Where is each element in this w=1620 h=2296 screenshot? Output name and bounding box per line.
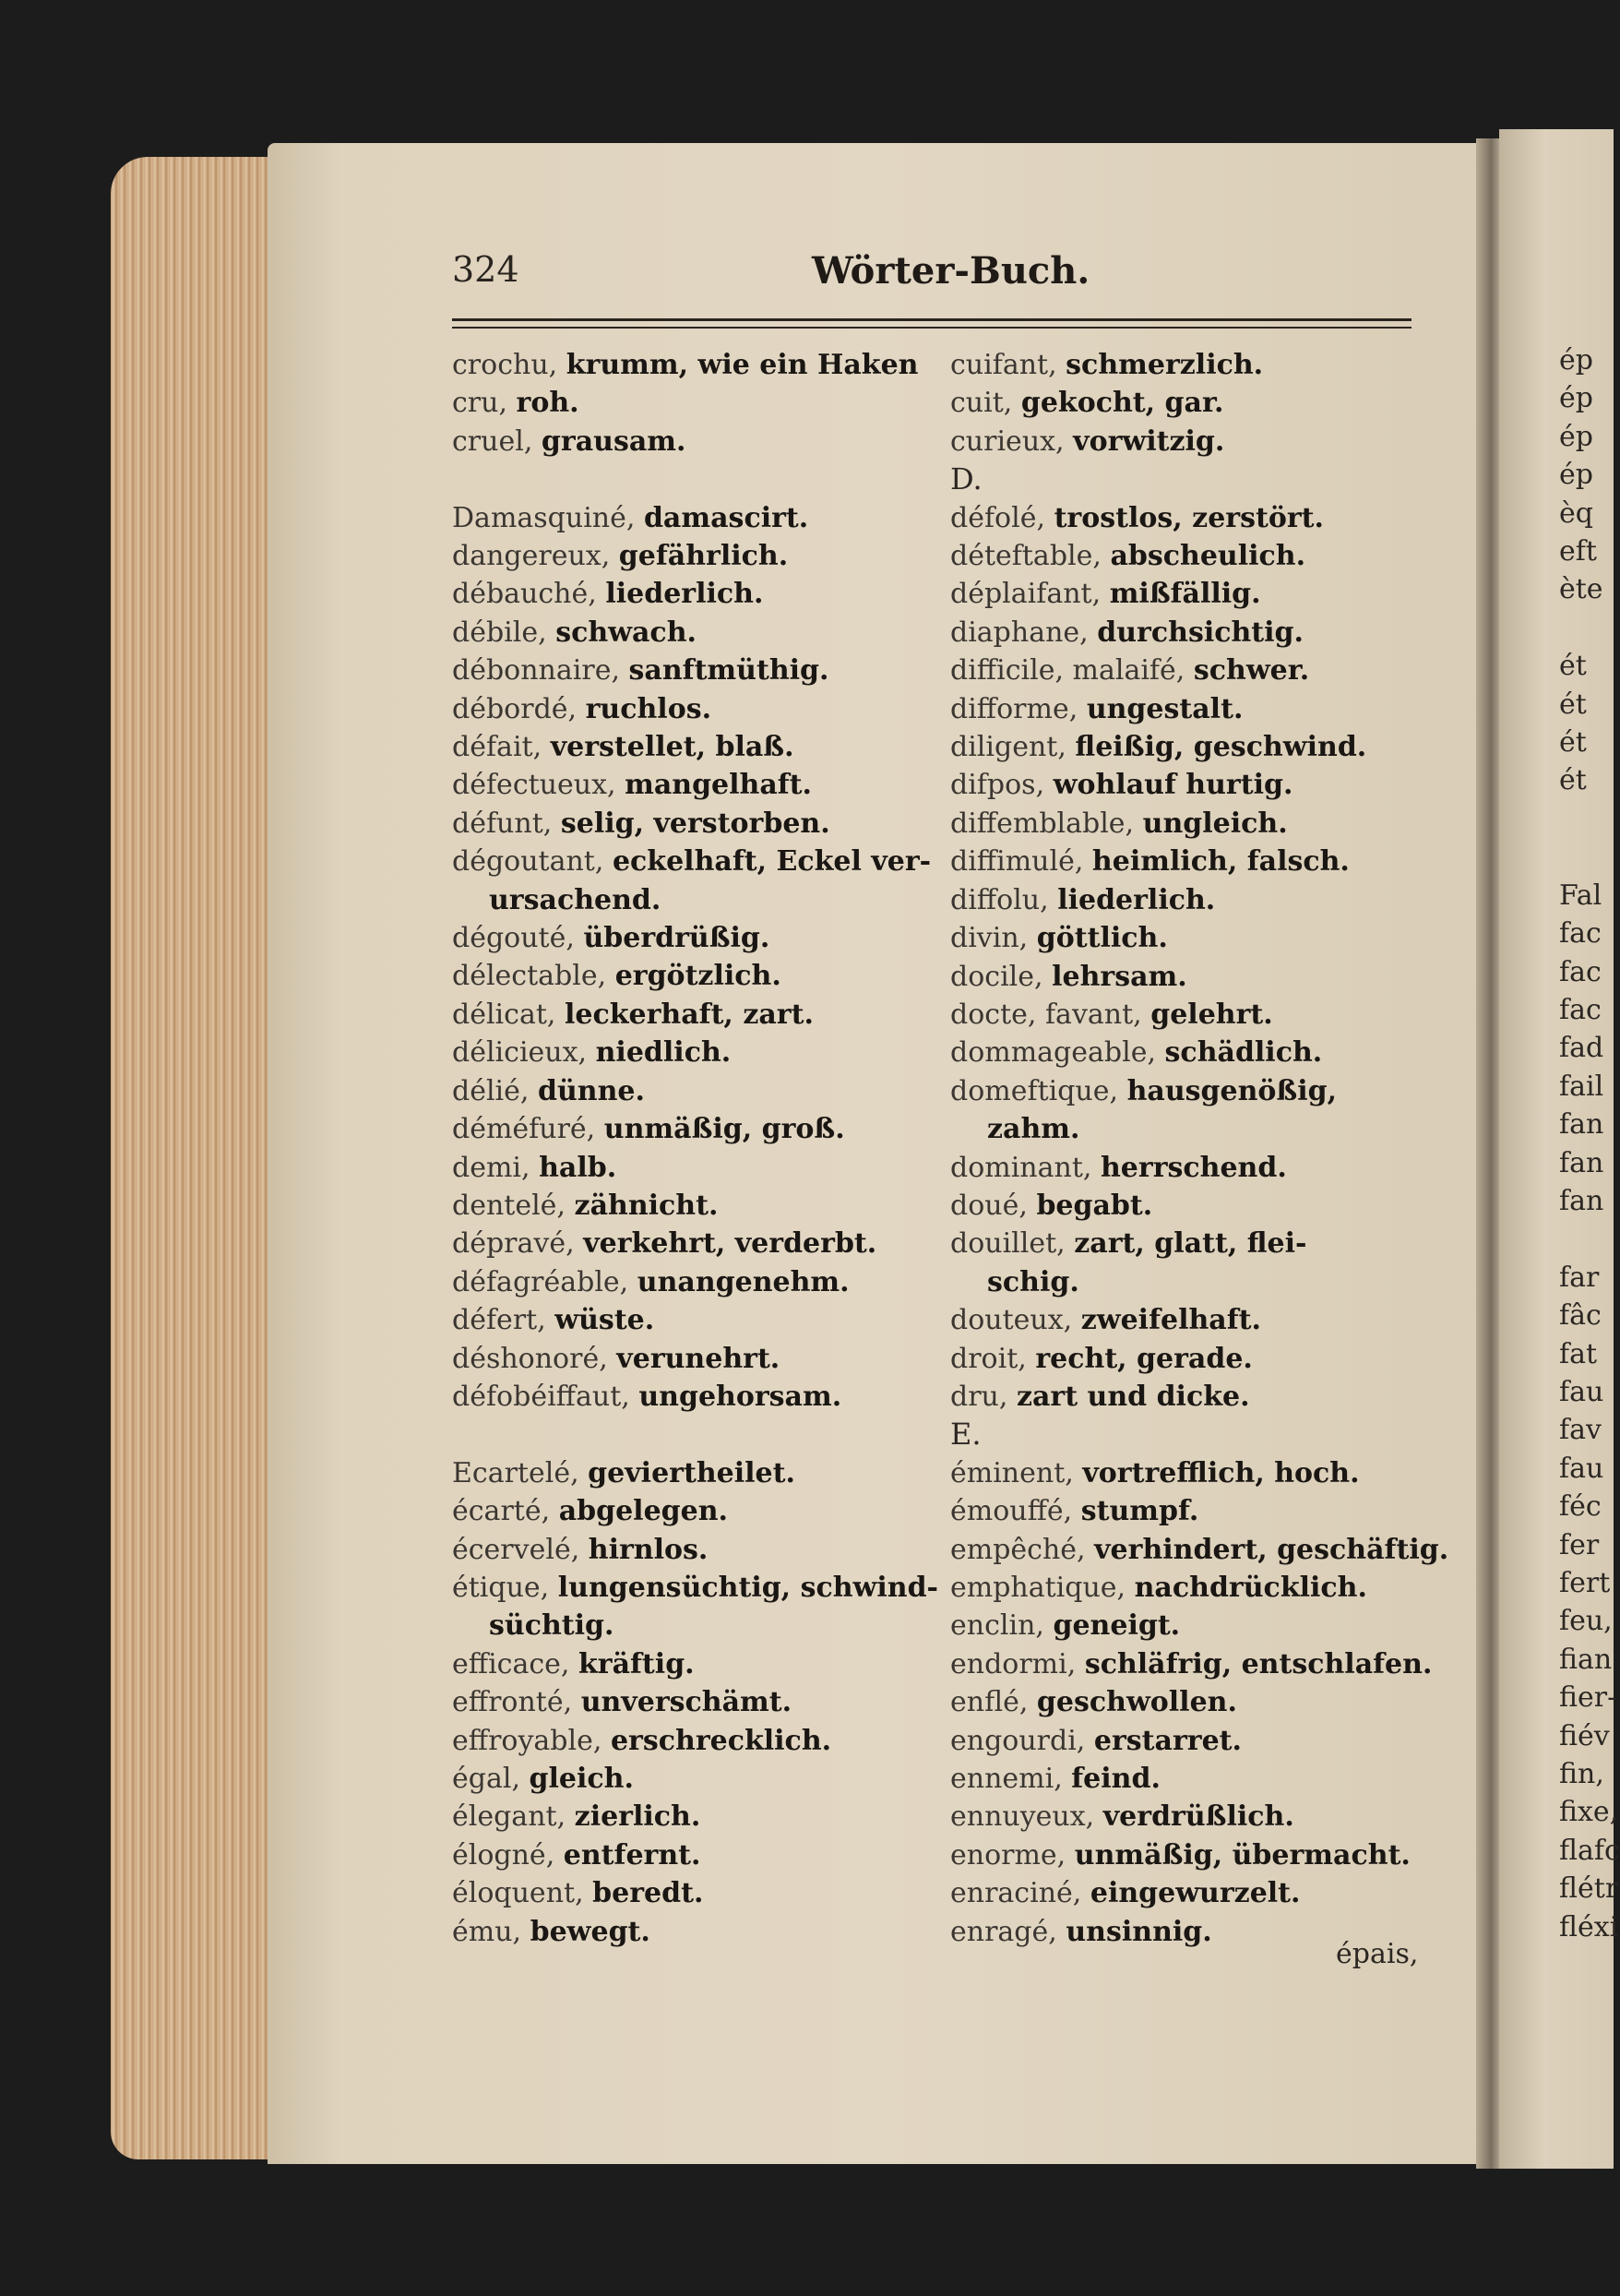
dictionary-entry [950,346,1430,384]
dictionary-entry [452,499,932,537]
german-translation: unangenehm. [637,1265,850,1298]
german-translation: verkehrt, verderbt. [583,1227,877,1261]
dictionary-entry [452,1913,932,1951]
french-headword: dentelé, [452,1189,566,1222]
german-translation: grausam. [541,425,686,458]
german-translation: zart, glatt, flei- [1074,1227,1307,1261]
page-number: 324 [452,249,519,290]
dictionary-entry [950,805,1430,843]
next-page-fragment: ète [1559,573,1603,606]
dictionary-entry [452,423,932,460]
french-headword: emphatique, [950,1572,1126,1604]
dictionary-entry [950,1836,1430,1874]
german-translation: geschwollen. [1036,1686,1237,1719]
german-translation: ursachend. [489,883,661,916]
french-headword: effroyable, [452,1724,602,1757]
dictionary-entry [950,1760,1430,1798]
german-translation: roh. [516,387,579,420]
dictionary-entry [452,575,932,613]
german-translation: abscheulich. [1110,540,1306,573]
dictionary-entry [950,1798,1430,1836]
french-headword: enragé, [950,1915,1057,1948]
german-translation: mangelhaft. [625,769,812,802]
french-headword: dru, [950,1380,1008,1413]
next-page-fragment: fâc [1559,1299,1602,1333]
french-headword: diaphane, [950,616,1089,649]
french-headword: efficace, [452,1647,570,1680]
german-translation: lehrsam. [1052,960,1187,993]
next-page-fragment: fléxi [1559,1910,1619,1943]
german-translation: durchsichtig. [1097,616,1304,649]
dictionary-entry [452,728,932,766]
french-headword: défert, [452,1304,546,1337]
german-translation: sanftmüthig. [628,654,829,688]
german-translation: verstellet, blaß. [550,731,794,764]
dictionary-entry [950,728,1430,766]
french-headword: débauché, [452,578,597,611]
next-page-fragment: feu, [1559,1605,1613,1638]
german-translation: feind. [1071,1763,1161,1796]
french-headword: dommageable, [950,1036,1156,1070]
french-headword: élogné, [452,1838,555,1871]
german-translation: geviertheilet. [588,1456,795,1489]
dictionary-entry [452,1301,932,1339]
french-headword: douillet, [950,1227,1066,1261]
entry-continuation [950,1110,1430,1148]
german-translation: stumpf. [1080,1495,1199,1528]
french-headword: endormi, [950,1647,1077,1680]
header-rule [452,318,1412,329]
french-headword: défectueux, [452,769,616,802]
german-translation: herrschend. [1100,1151,1287,1184]
dictionary-entry [452,1645,932,1683]
french-headword: éloquent, [452,1877,584,1910]
dictionary-entry [452,805,932,843]
next-page-fragment: ép [1559,344,1593,377]
french-headword: divin, [950,922,1029,955]
french-headword: diffolu, [950,883,1049,916]
next-page-fragment: far [1559,1261,1600,1294]
french-headword: ému, [452,1915,522,1948]
german-translation: vortrefflich, hoch. [1082,1456,1360,1489]
german-translation: vorwitzig. [1073,425,1225,458]
next-page-fragment: ét [1559,764,1587,797]
german-translation: halb. [539,1151,617,1184]
dictionary-entry [950,1034,1430,1071]
french-headword: demi, [452,1151,530,1184]
german-translation: beredt. [592,1877,704,1910]
entry-continuation [452,1607,932,1644]
next-page-fragment: fau [1559,1452,1604,1485]
dictionary-entry [452,652,932,689]
french-headword: élegant, [452,1800,566,1834]
right-column [950,346,1449,1951]
french-headword: dominant, [950,1151,1092,1184]
german-translation: recht, gerade. [1035,1342,1253,1375]
french-headword: égal, [452,1763,520,1795]
dictionary-entry [452,1454,932,1492]
german-translation: mißfällig. [1109,578,1261,611]
german-translation: gleich. [529,1763,634,1795]
french-headword: curieux, [950,425,1065,458]
dictionary-entry [950,384,1430,422]
french-headword: dépravé, [452,1227,575,1261]
next-page-fragment: ép [1559,459,1593,492]
dictionary-entry [950,1378,1430,1416]
dictionary-entry [452,766,932,804]
french-headword: défolé, [950,501,1046,534]
entry-continuation [452,881,932,919]
dictionary-entry [950,766,1430,804]
german-translation: hausgenößig, [1126,1074,1338,1107]
dictionary-entry [452,1874,932,1912]
german-translation: unsinnig. [1066,1915,1212,1948]
next-page-fragment: fav [1559,1414,1602,1447]
french-headword: déméfuré, [452,1113,596,1146]
german-translation: begabt. [1036,1189,1153,1222]
french-headword: défait, [452,731,542,764]
running-head [0,249,1614,305]
next-page-fragment: fan [1559,1184,1604,1217]
dictionary-entry [950,423,1430,460]
dictionary-entry [950,1454,1430,1492]
french-headword: dégouté, [452,922,575,955]
dictionary-entry [452,919,932,957]
french-headword: déteftable, [950,540,1102,573]
next-page-fragment: féc [1559,1490,1602,1524]
german-translation: damascirt. [643,501,809,534]
french-headword: enclin, [950,1609,1044,1643]
french-headword: enflé, [950,1686,1029,1719]
french-headword: ennuyeux, [950,1800,1095,1834]
next-page-fragment: fail [1559,1070,1604,1103]
german-translation: unmäßig, übermacht. [1074,1838,1411,1871]
dictionary-entry [950,1874,1430,1912]
entry-continuation [950,1263,1430,1301]
german-translation: zweifelhaft. [1080,1304,1261,1337]
dictionary-entry [452,1722,932,1760]
french-headword: enorme, [950,1838,1066,1871]
french-headword: douteux, [950,1304,1073,1337]
french-headword: cru, [452,387,507,420]
dictionary-entry [950,1225,1430,1262]
dictionary-entry [950,1187,1430,1225]
german-translation: zähnicht. [574,1189,719,1222]
next-page-fragment: fad [1559,1032,1604,1065]
dictionary-entry [950,996,1430,1034]
german-translation: liederlich. [605,578,764,611]
french-headword: cruel, [452,425,533,458]
german-translation: krumm, wie ein Haken [566,349,919,381]
next-page-fragment: fac [1559,955,1602,988]
german-translation: bewegt. [530,1915,650,1948]
dictionary-entry [950,1149,1430,1187]
dictionary-entry [950,881,1430,919]
next-page-fragment: fian [1559,1643,1613,1676]
german-translation: heimlich, falsch. [1091,845,1350,879]
german-translation: ruchlos. [585,692,712,725]
german-translation: schwach. [555,616,697,649]
dictionary-entry [452,843,932,880]
next-page-fragment [1559,800,1614,838]
dictionary-entry [452,957,932,995]
german-translation: gekocht, gar. [1020,387,1224,420]
french-headword: débonnaire, [452,654,620,688]
german-translation: überdrüßig. [583,922,770,955]
dictionary-entry [950,1607,1430,1644]
german-translation: fleißig, geschwind. [1075,731,1367,764]
dictionary-entry [950,1683,1430,1721]
blank-line [452,460,932,498]
german-translation: leckerhaft, zart. [564,998,814,1031]
german-translation: hirnlos. [588,1533,709,1566]
next-page-fragment: flafc [1559,1834,1620,1867]
french-headword: dégoutant, [452,845,604,879]
french-headword: diffimulé, [950,845,1084,879]
french-headword: diffemblable, [950,807,1135,840]
german-translation: verdrüßlich. [1102,1800,1294,1834]
french-headword: difpos, [950,769,1045,802]
next-page-fragment: fier- [1559,1681,1617,1715]
next-page-fragment: ét [1559,688,1587,721]
german-translation: liederlich. [1057,883,1216,916]
next-page-fragment: èq [1559,496,1593,530]
french-headword: délectable, [452,960,607,993]
next-page-column [1559,341,1620,1946]
german-translation: schig. [987,1265,1079,1298]
section-letter: E. [950,1417,982,1453]
french-headword: débordé, [452,692,578,725]
german-translation: schläfrig, entschlafen. [1084,1647,1433,1680]
dictionary-entry [452,1072,932,1110]
next-page-fragment: fiév [1559,1719,1610,1752]
dictionary-entry [452,690,932,728]
next-page-fragment: fac [1559,993,1602,1026]
german-translation: selig, verstorben. [560,807,830,840]
french-headword: délié, [452,1074,530,1107]
french-headword: docile, [950,960,1043,993]
german-translation: süchtig. [489,1609,614,1643]
dictionary-entry [452,1836,932,1874]
next-page-fragment: fau [1559,1375,1604,1408]
dictionary-entry [452,1798,932,1836]
french-headword: difficile, malaifé, [950,654,1185,688]
german-translation: zierlich. [574,1800,701,1834]
german-translation: geneigt. [1053,1609,1181,1643]
german-translation: verunehrt. [616,1342,780,1375]
french-headword: diligent, [950,731,1066,764]
page-edges [111,157,277,2159]
dictionary-entry [950,919,1430,957]
dictionary-entry [452,1760,932,1798]
next-page-fragment: fan [1559,1146,1604,1179]
german-translation: ungleich. [1142,807,1288,840]
dictionary-entry [452,1225,932,1262]
french-headword: délicieux, [452,1036,588,1070]
dictionary-entry [452,346,932,384]
dictionary-entry [950,843,1430,880]
dictionary-entry [950,1072,1430,1110]
next-page-fragment: Fal [1559,879,1602,912]
dictionary-entry [950,537,1430,575]
dictionary-entry [950,575,1430,613]
french-headword: défunt, [452,807,553,840]
german-translation: ungestalt. [1086,692,1244,725]
dictionary-entry [950,1531,1449,1569]
dictionary-entry [950,1645,1433,1683]
german-translation: eckelhaft, Eckel ver- [612,845,932,879]
dictionary-entry [452,384,932,422]
german-translation: wohlauf hurtig. [1053,769,1293,802]
german-translation: ungehorsam. [638,1380,842,1413]
french-headword: émouffé, [950,1495,1073,1528]
french-headword: Ecartelé, [452,1456,579,1489]
german-translation: zart und dicke. [1016,1380,1250,1413]
dictionary-entry [950,499,1430,537]
french-headword: difforme, [950,692,1078,725]
next-page-fragment: ép [1559,382,1593,415]
german-translation: trostlos, zerstört. [1054,501,1324,534]
french-headword: Damasquiné, [452,501,636,534]
german-translation: gelehrt. [1150,998,1273,1031]
dictionary-entry [950,1492,1430,1530]
next-page-fragment: ét [1559,726,1587,759]
dictionary-entry [452,1683,932,1721]
french-headword: effronté, [452,1686,573,1719]
next-page-fragment: fert [1559,1567,1611,1599]
next-page-fragment: fan [1559,1108,1604,1142]
german-translation: schwer. [1193,654,1310,688]
french-headword: écervelé, [452,1533,580,1566]
german-translation: lungensüchtig, schwind- [557,1571,939,1604]
dictionary-entry [452,537,932,575]
french-headword: droit, [950,1342,1027,1375]
dictionary-entry [452,1187,932,1225]
german-translation: schmerzlich. [1066,349,1264,381]
french-headword: défobéiffaut, [452,1380,630,1413]
next-page-fragment: ép [1559,420,1593,453]
dictionary-entry [452,1531,932,1569]
dictionary-entry [452,1340,932,1378]
next-page-fragment: eft [1559,535,1597,568]
german-translation: schädlich. [1164,1036,1323,1070]
french-headword: empêché, [950,1533,1086,1566]
dictionary-entry [950,958,1430,996]
french-headword: étique, [452,1571,550,1604]
german-translation: göttlich. [1036,922,1168,955]
french-headword: crochu, [452,349,558,381]
dictionary-entry [950,1722,1430,1760]
dictionary-entry [452,996,932,1034]
next-page-fragment: fac [1559,917,1602,951]
dictionary-entry [950,1569,1430,1607]
german-translation: erschrecklich. [610,1724,832,1757]
german-translation: erstarret. [1093,1724,1242,1757]
catchword: épais, [1336,1938,1419,1970]
next-page-fragment [1559,838,1614,876]
next-page-fragment: fixe, [1559,1796,1619,1829]
next-page-fragment: fat [1559,1337,1598,1370]
french-headword: délicat, [452,998,556,1031]
german-translation: unverschämt. [580,1686,792,1719]
german-translation: abgelegen. [558,1495,728,1528]
french-headword: engourdi, [950,1724,1086,1757]
french-headword: déplaifant, [950,578,1102,611]
french-headword: ennemi, [950,1763,1063,1796]
dictionary-entry [950,1340,1430,1378]
french-headword: déshonoré, [452,1342,608,1375]
german-translation: entfernt. [563,1838,701,1871]
next-page-fragment [1559,1220,1614,1258]
next-page-fragment [1559,609,1614,647]
french-headword: cuit, [950,387,1013,420]
german-translation: eingewurzelt. [1090,1877,1301,1910]
dictionary-entry [452,1034,932,1071]
section-letter: D. [950,461,983,497]
next-page-fragment: ét [1559,650,1587,683]
french-headword: défagréable, [452,1265,629,1298]
dictionary-entry [452,614,932,652]
french-headword: écarté, [452,1495,551,1528]
german-translation: kräftig. [578,1647,695,1680]
dictionary-entry [950,1301,1430,1339]
german-translation: dünne. [537,1074,645,1107]
dictionary-entry [452,1110,932,1148]
left-column [452,346,939,1951]
german-translation: zahm. [987,1113,1080,1146]
french-headword: domeftique, [950,1074,1119,1107]
blank-line [452,1416,932,1453]
next-page-fragment: fin, [1559,1758,1604,1791]
page-title: Wörter-Buch. [812,249,1090,293]
french-headword: enraciné, [950,1877,1082,1910]
dictionary-entry [452,1149,932,1187]
french-headword: débile, [452,616,547,649]
dictionary-entry [452,1492,932,1530]
french-headword: dangereux, [452,540,611,573]
dictionary-entry [950,652,1430,689]
german-translation: unmäßig, groß. [603,1113,845,1146]
german-translation: ergötzlich. [614,960,781,993]
german-translation: wüste. [554,1304,655,1337]
german-translation: verhindert, geschäftig. [1094,1533,1449,1566]
dictionary-entry [950,690,1430,728]
german-translation: gefährlich. [618,540,789,573]
french-headword: éminent, [950,1456,1074,1489]
german-translation: nachdrücklich. [1134,1572,1367,1604]
french-headword: doué, [950,1189,1028,1222]
dictionary-entry [452,1569,939,1607]
french-headword: docte, favant, [950,998,1142,1031]
french-headword: cuifant, [950,349,1057,381]
next-page-fragment: fer [1559,1528,1600,1561]
next-page-fragment: flétr [1559,1872,1619,1906]
dictionary-entry [452,1378,932,1416]
dictionary-entry [452,1263,932,1301]
german-translation: niedlich. [595,1036,732,1070]
dictionary-entry [950,614,1430,652]
